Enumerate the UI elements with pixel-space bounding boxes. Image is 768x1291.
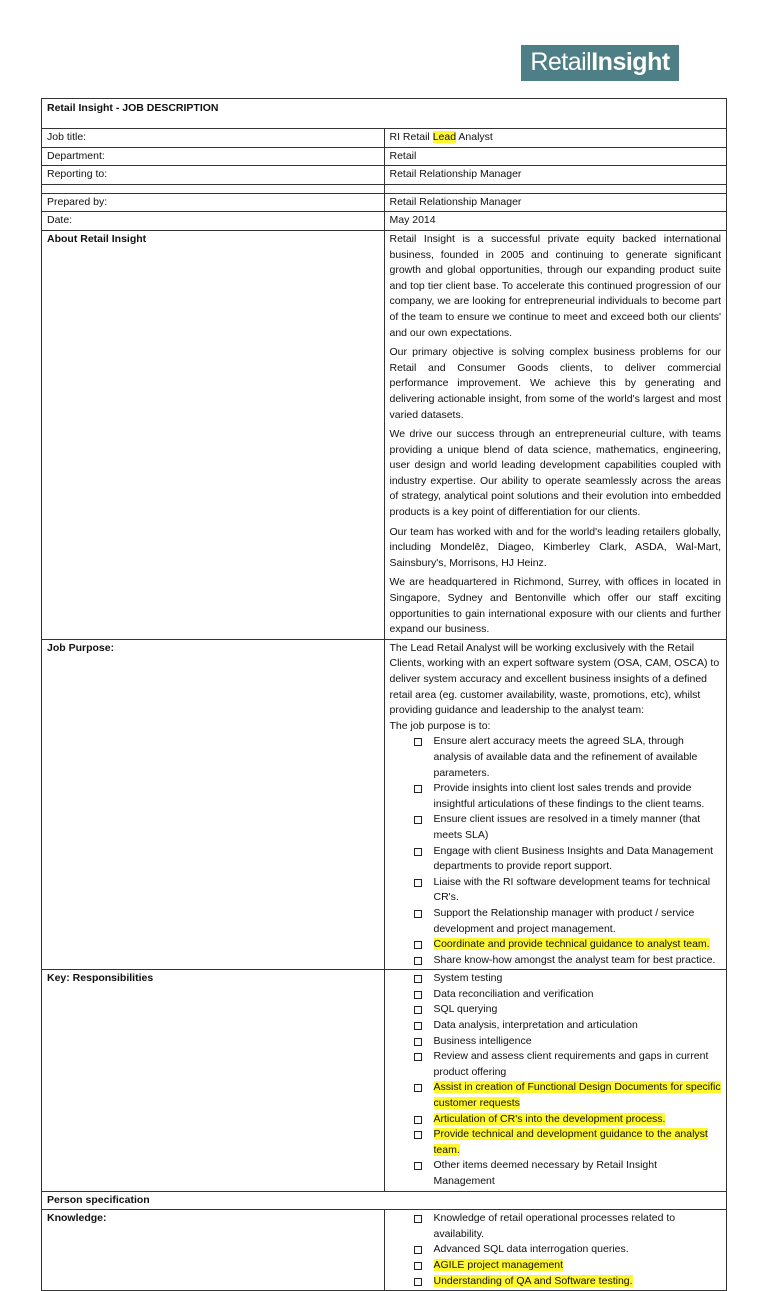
- about-row: [42, 230, 727, 639]
- list-item: [412, 1258, 722, 1274]
- list-item: [412, 906, 722, 937]
- list-item: [412, 734, 722, 781]
- list-item: [412, 1018, 722, 1034]
- purpose-label: Job Purpose:: [42, 639, 385, 969]
- list-item-text: Share know-how amongst the analyst team for best practice.: [433, 953, 716, 966]
- checkbox-bullet-icon: [414, 1022, 422, 1030]
- list-item-text: Review and assess client requirements and gaps in current product offering: [433, 1050, 709, 1078]
- reporting-row: [42, 166, 727, 185]
- list-item: [412, 987, 722, 1003]
- list-item: [412, 781, 722, 812]
- list-item: [412, 1127, 722, 1158]
- reporting-label: Reporting to:: [42, 166, 385, 185]
- knowledge-label: Knowledge:: [42, 1210, 385, 1291]
- list-item-text: Data analysis, interpretation and articulation: [433, 1019, 638, 1032]
- list-item-text: Coordinate and provide technical guidance to analyst team.: [433, 938, 710, 951]
- checkbox-bullet-icon: [414, 991, 422, 999]
- checkbox-bullet-icon: [414, 738, 422, 746]
- checkbox-bullet-icon: [414, 1262, 422, 1270]
- logo-text-part2: Insight: [591, 48, 670, 77]
- list-item-text: Liaise with the RI software development teams for technical CR's.: [433, 875, 711, 904]
- list-item: [412, 1112, 722, 1128]
- list-item: [412, 1034, 722, 1050]
- purpose-row: [42, 639, 727, 969]
- list-item-text: AGILE project management: [433, 1258, 564, 1271]
- date-row: [42, 212, 727, 231]
- checkbox-bullet-icon: [414, 879, 422, 887]
- checkbox-bullet-icon: [414, 1006, 422, 1014]
- department-row: [42, 147, 727, 166]
- about-paragraph: Retail Insight is a successful private equity backed international business, founded in 2005 and continuing to generate significant growth and global opportunities, through our expanding product suite and top tier client base. To accelerate this continued progression of our company, we are looking for entrepreneurial individuals to become part of the team to ensure we continue to meet and exceed both our clients' and our own expectations.: [389, 232, 721, 339]
- about-paragraph: Our team has worked with and for the world's leading retailers globally, including Mondelēz, Diageo, Kimberley Clark, ASDA, Wal-Mart, Sainsbury's, Morrisons, HJ Heinz.: [389, 525, 721, 569]
- logo-text-part1: Retail: [530, 48, 592, 77]
- checkbox-bullet-icon: [414, 1131, 422, 1139]
- list-item-text: Knowledge of retail operational processes related to availability.: [433, 1212, 676, 1240]
- job-title-pre: RI Retail: [389, 131, 433, 143]
- retail-insight-logo: [521, 45, 679, 81]
- date-label: Date:: [42, 212, 385, 231]
- list-item-text: System testing: [433, 972, 503, 985]
- reporting-value: Retail Relationship Manager: [384, 166, 727, 185]
- person-spec-row: [42, 1191, 727, 1210]
- job-title-value: [384, 129, 727, 148]
- about-body: [384, 230, 727, 639]
- list-item-text: Articulation of CR's into the development process.: [433, 1112, 666, 1125]
- spacer-row: [42, 184, 727, 193]
- list-item-text: SQL querying: [433, 1003, 498, 1016]
- list-item: [412, 1242, 722, 1258]
- list-item-text: Other items deemed necessary by Retail Insight Management: [433, 1159, 658, 1187]
- list-item-text: Support the Relationship manager with product / service development and project management.: [433, 906, 695, 935]
- list-item: [412, 1080, 722, 1111]
- list-item-text: Provide technical and development guidance to the analyst team.: [433, 1128, 708, 1156]
- purpose-intro: The Lead Retail Analyst will be working exclusively with the Retail Clients, working with an expert software system (OSA, CAM, OSCA) to deliver system accuracy and excellent business insights of a defined retail area (eg. customer availability, waste, promotions, etc), whilst providing guidance and leadership to the analyst team:: [389, 641, 720, 717]
- checkbox-bullet-icon: [414, 816, 422, 824]
- prepared-row: [42, 193, 727, 212]
- checkbox-bullet-icon: [414, 975, 422, 983]
- checkbox-bullet-icon: [414, 848, 422, 856]
- list-item-text: Ensure client issues are resolved in a timely manner (that meets SLA): [433, 813, 701, 841]
- list-item: [412, 1274, 722, 1290]
- checkbox-bullet-icon: [414, 1038, 422, 1046]
- list-item: [412, 953, 722, 969]
- checkbox-bullet-icon: [414, 1215, 422, 1223]
- department-label: Department:: [42, 147, 385, 166]
- knowledge-body: [384, 1210, 727, 1291]
- list-item: [412, 937, 722, 953]
- list-item: [412, 1211, 722, 1242]
- title-row: [42, 99, 727, 129]
- job-title-post: Analyst: [456, 131, 493, 143]
- list-item: [412, 875, 722, 906]
- checkbox-bullet-icon: [414, 1162, 422, 1170]
- document-title: Retail Insight - JOB DESCRIPTION: [42, 99, 727, 129]
- list-item-text: Ensure alert accuracy meets the agreed SLA, through analysis of available data and the refinement of available parameters.: [433, 735, 698, 779]
- job-title-label: Job title:: [42, 129, 385, 148]
- list-item: [412, 1002, 722, 1018]
- prepared-label: Prepared by:: [42, 193, 385, 212]
- job-title-highlight: Lead: [432, 131, 457, 143]
- checkbox-bullet-icon: [414, 1278, 422, 1286]
- purpose-list: [390, 734, 722, 968]
- person-spec-heading: Person specification: [42, 1191, 727, 1210]
- about-paragraph: We drive our success through an entrepreneurial culture, with teams providing a unique blend of data science, mathematics, engineering, user design and world leading development capabilities coupled with industry expertise. Our ability to operate seamlessly across the areas of strategy, analytical point solutions and their evolution into embedded products is a key point of differentiation for our clients.: [389, 428, 721, 519]
- checkbox-bullet-icon: [414, 1053, 422, 1061]
- checkbox-bullet-icon: [414, 910, 422, 918]
- checkbox-bullet-icon: [414, 957, 422, 965]
- checkbox-bullet-icon: [414, 785, 422, 793]
- list-item-text: Advanced SQL data interrogation queries.: [433, 1243, 629, 1256]
- list-item: [412, 1049, 722, 1080]
- about-paragraph: Our primary objective is solving complex business problems for our Retail and Consumer Goods clients, to deliver commercial performance improvement. We achieve this by generating and delivering actionable insight, from some of the world's largest and most varied datasets.: [389, 346, 721, 421]
- purpose-lead: The job purpose is to:: [389, 719, 491, 732]
- date-value: May 2014: [384, 212, 727, 231]
- knowledge-row: [42, 1210, 727, 1291]
- list-item-text: Assist in creation of Functional Design Documents for specific customer requests: [433, 1081, 721, 1110]
- responsibilities-body: [384, 970, 727, 1191]
- list-item-text: Provide insights into client lost sales trends and provide insightful articulations of these findings to the client teams.: [433, 782, 705, 810]
- list-item-text: Engage with client Business Insights and Data Management departments to provide report support.: [433, 844, 714, 873]
- responsibilities-label: Key: Responsibilities: [42, 970, 385, 1191]
- checkbox-bullet-icon: [414, 1246, 422, 1254]
- responsibilities-row: [42, 970, 727, 1191]
- department-value: Retail: [384, 147, 727, 166]
- list-item: [412, 1158, 722, 1189]
- list-item-text: Understanding of QA and Software testing.: [433, 1274, 633, 1287]
- list-item-text: Business intelligence: [433, 1034, 532, 1047]
- about-label: About Retail Insight: [42, 230, 385, 639]
- list-item: [412, 812, 722, 843]
- checkbox-bullet-icon: [414, 1084, 422, 1092]
- responsibilities-list: [390, 971, 722, 1189]
- prepared-value: Retail Relationship Manager: [384, 193, 727, 212]
- purpose-body: [384, 639, 727, 969]
- job-title-row: [42, 129, 727, 148]
- job-description-table: [41, 98, 727, 1291]
- checkbox-bullet-icon: [414, 1116, 422, 1124]
- list-item: [412, 971, 722, 987]
- checkbox-bullet-icon: [414, 941, 422, 949]
- list-item: [412, 844, 722, 875]
- knowledge-list: [390, 1211, 722, 1289]
- list-item-text: Data reconciliation and verification: [433, 987, 594, 1000]
- about-paragraph: We are headquartered in Richmond, Surrey, with offices in located in Singapore, Sydney and Bentonville which offer our staff exciting opportunities to gain international exposure with our clients and further expand our business.: [389, 576, 721, 636]
